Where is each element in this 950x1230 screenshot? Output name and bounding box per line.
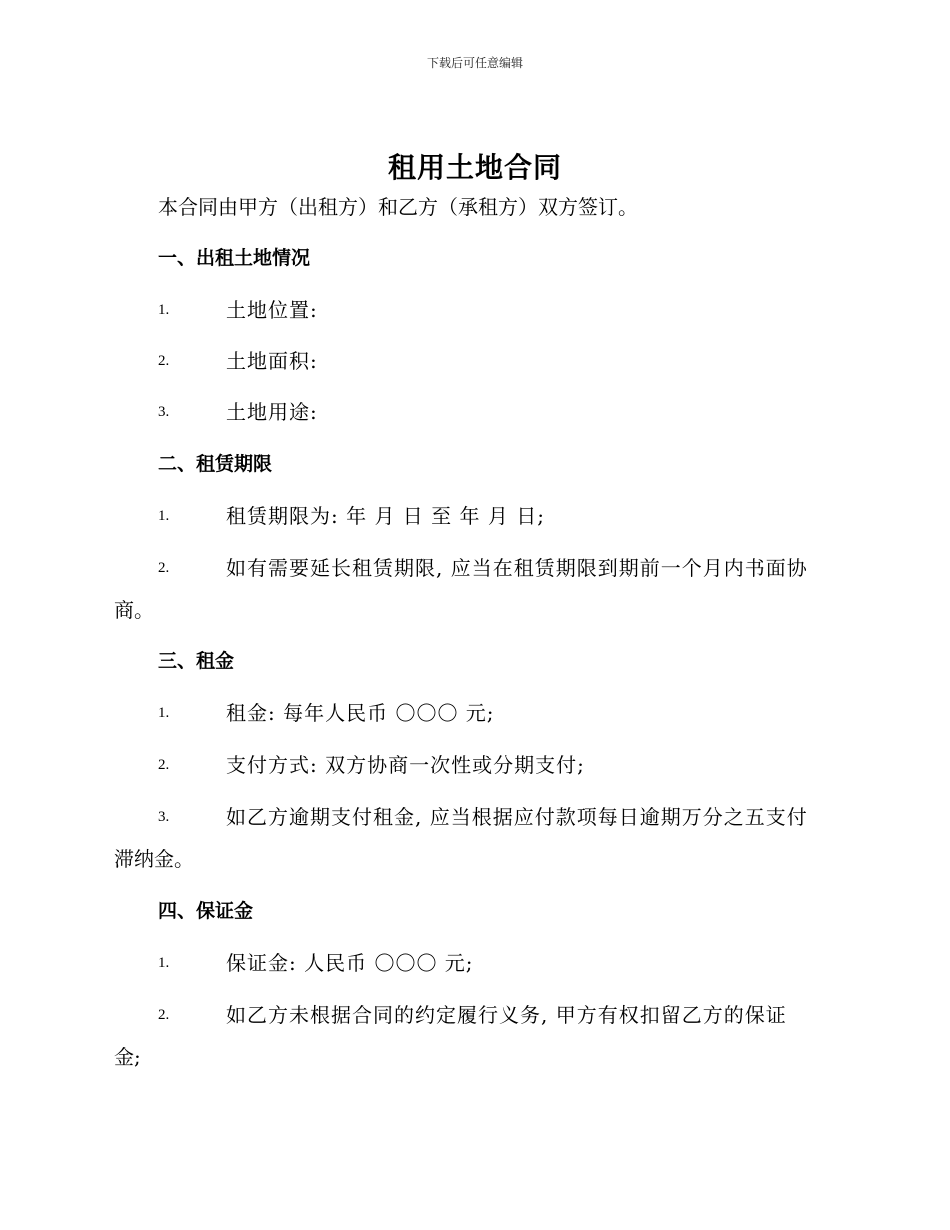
item-text: 如乙方逾期支付租金, 应当根据应付款项每日逾期万分之五支付 [226, 805, 808, 829]
item-text: 如乙方未根据合同的约定履行义务, 甲方有权扣留乙方的保证 [226, 1003, 787, 1027]
item-number: 2. [158, 560, 170, 576]
item-number: 2. [158, 1007, 170, 1023]
item-text: 如有需要延长租赁期限, 应当在租赁期限到期前一个月内书面协 [226, 556, 808, 580]
section-heading-3: 三、租金 [158, 650, 235, 672]
item-text-continuation: 商。 [114, 598, 154, 622]
item-text: 土地用途: [226, 400, 318, 424]
item-text: 租赁期限为: 年 月 日 至 年 月 日; [226, 504, 545, 528]
item-number: 1. [158, 508, 170, 524]
item-text: 保证金: 人民币 〇〇〇 元; [226, 951, 474, 975]
item-number: 3. [158, 809, 170, 825]
item-number: 2. [158, 353, 170, 369]
item-text-continuation: 金; [114, 1045, 141, 1069]
section-heading-1: 一、出租土地情况 [158, 247, 311, 269]
item-number: 1. [158, 302, 170, 318]
document-title: 租用土地合同 [387, 151, 562, 184]
item-text: 土地位置: [226, 298, 318, 322]
item-text-continuation: 滞纳金。 [114, 847, 194, 871]
header-note: 下载后可任意编辑 [426, 56, 523, 70]
section-heading-4: 四、保证金 [158, 900, 254, 922]
item-text: 支付方式: 双方协商一次性或分期支付; [226, 753, 585, 777]
item-number: 2. [158, 757, 170, 773]
item-text: 租金: 每年人民币 〇〇〇 元; [226, 701, 495, 725]
intro-paragraph: 本合同由甲方（出租方）和乙方（承租方）双方签订。 [158, 195, 638, 219]
item-number: 3. [158, 404, 170, 420]
section-heading-2: 二、租赁期限 [158, 453, 273, 475]
item-number: 1. [158, 955, 170, 971]
item-number: 1. [158, 705, 170, 721]
item-text: 土地面积: [226, 349, 318, 373]
